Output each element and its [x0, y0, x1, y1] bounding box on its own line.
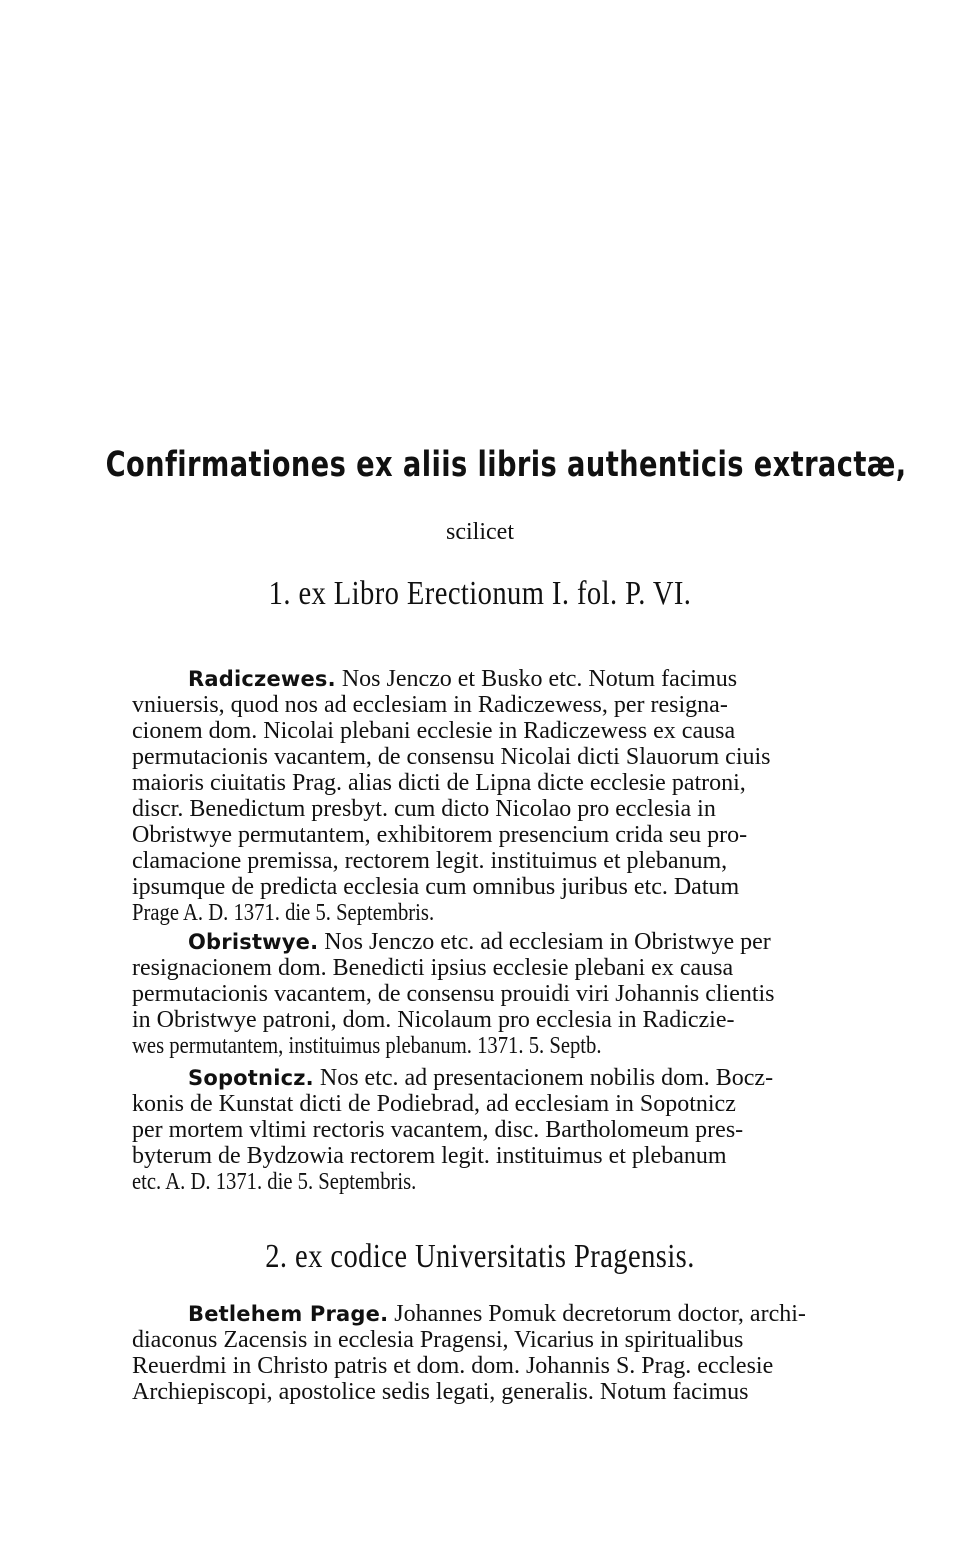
entry-keyword: Radiczewes.	[188, 667, 336, 691]
text-line: Obristwye permutantem, exhibitorem presencium crida seu pro-	[132, 822, 748, 848]
text-line: permutacionis vacantem, de consensu Nicolai dicti Slauorum ciuis	[132, 744, 771, 770]
entry-keyword: Sopotnicz.	[188, 1066, 314, 1090]
entry-keyword: Obristwye.	[188, 930, 319, 954]
line-text: Nos etc. ad presentacionem nobilis dom. Bocz-	[313, 1065, 774, 1091]
text-line	[188, 666, 737, 692]
text-line	[188, 929, 771, 955]
text-line: cionem dom. Nicolai plebani ecclesie in Radiczewess ex causa	[132, 718, 736, 744]
text-line	[188, 1065, 773, 1091]
text-line: per mortem vltimi rectoris vacantem, disc. Bartholomeum pres-	[132, 1117, 744, 1143]
text-line: Archiepiscopi, apostolice sedis legati, generalis. Notum facimus	[132, 1379, 749, 1405]
text-line: konis de Kunstat dicti de Podiebrad, ad ecclesiam in Sopotnicz	[132, 1091, 736, 1117]
text-line: wes permutantem, instituimus plebanum. 1371. 5. Septb.	[132, 1033, 602, 1059]
text-line: byterum de Bydzowia rectorem legit. instituimus et plebanum	[132, 1143, 727, 1169]
text-line: resignacionem dom. Benedicti ipsius ecclesie plebani ex causa	[132, 955, 734, 981]
text-line: discr. Benedictum presbyt. cum dicto Nicolao pro ecclesia in	[132, 796, 716, 822]
line-text: Nos Jenczo et Busko etc. Notum facimus	[335, 666, 738, 692]
text-line	[188, 1301, 806, 1327]
text-line: permutacionis vacantem, de consensu prouidi viri Johannis clientis	[132, 981, 775, 1007]
text-line: ipsumque de predicta ecclesia cum omnibus juribus etc. Datum	[132, 874, 740, 900]
main-title: Confirmationes ex aliis libris authenticis extractæ,	[105, 445, 907, 485]
text-line: maioris ciuitatis Prag. alias dicti de Lipna dicte ecclesie patroni,	[132, 770, 746, 796]
section-heading-2: 2. ex codice Universitatis Pragensis.	[265, 1238, 695, 1275]
text-line: in Obristwye patroni, dom. Nicolaum pro ecclesia in Radiczie-	[132, 1007, 735, 1033]
line-text: Nos Jenczo etc. ad ecclesiam in Obristwye per	[318, 929, 771, 955]
text-line: etc. A. D. 1371. die 5. Septembris.	[132, 1169, 417, 1195]
text-line: diaconus Zacensis in ecclesia Pragensi, Vicarius in spiritualibus	[132, 1327, 744, 1353]
subtitle: scilicet	[446, 519, 514, 545]
line-text: Johannes Pomuk decretorum doctor, archi-	[388, 1301, 806, 1327]
text-line: Reuerdmi in Christo patris et dom. dom. Johannis S. Prag. ecclesie	[132, 1353, 774, 1379]
text-line: vniuersis, quod nos ad ecclesiam in Radiczewess, per resigna-	[132, 692, 728, 718]
section-heading-1: 1. ex Libro Erectionum I. fol. P. VI.	[268, 575, 692, 612]
text-line: Prage A. D. 1371. die 5. Septembris.	[132, 900, 435, 926]
text-line: clamacione premissa, rectorem legit. instituimus et plebanum,	[132, 848, 728, 874]
entry-keyword: Betlehem Prage.	[188, 1302, 389, 1326]
